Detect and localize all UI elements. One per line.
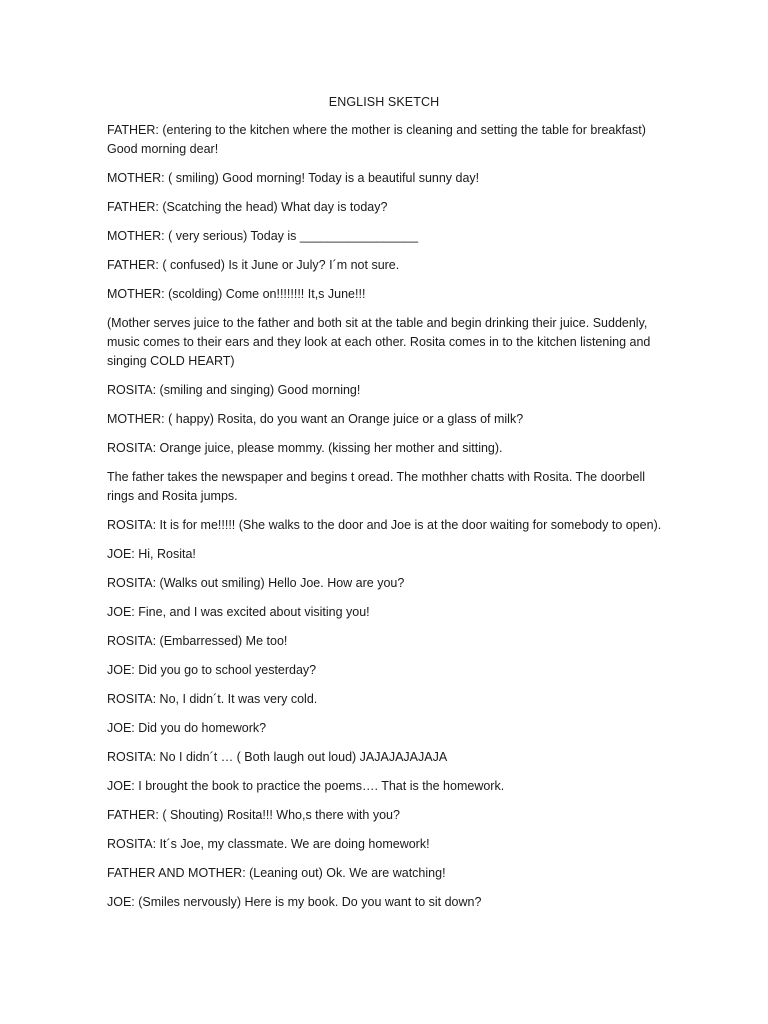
paragraph: JOE: Did you do homework?	[107, 721, 267, 735]
paragraph: ROSITA: It´s Joe, my classmate. We are doing homework!	[107, 837, 430, 851]
paragraph: ROSITA: It is for me!!!!! (She walks to the door and Joe is at the door waiting for somebody to open).	[107, 518, 662, 532]
paragraph: FATHER AND MOTHER: (Leaning out) Ok. We are watching!	[107, 866, 446, 880]
paragraph: (Mother serves juice to the father and both sit at the table and begin drinking their juice. Suddenly, music comes to their ears and they look at each other. Rosita comes in to the kitchen listening and singing COLD HEART)	[107, 316, 654, 368]
document-body	[107, 121, 667, 922]
paragraph: ROSITA: (smiling and singing) Good morning!	[107, 383, 361, 397]
paragraph: MOTHER: (scolding) Come on!!!!!!!! It,s June!!!	[107, 287, 366, 301]
paragraph: JOE: Hi, Rosita!	[107, 547, 196, 561]
paragraph: JOE: Fine, and I was excited about visiting you!	[107, 605, 370, 619]
paragraph: JOE: I brought the book to practice the poems…. That is the homework.	[107, 779, 505, 793]
paragraph: FATHER: (Scatching the head) What day is today?	[107, 200, 388, 214]
paragraph: MOTHER: ( very serious) Today is _________________	[107, 229, 419, 243]
paragraph: ROSITA: Orange juice, please mommy. (kissing her mother and sitting).	[107, 441, 503, 455]
paragraph: FATHER: (entering to the kitchen where the mother is cleaning and setting the table for breakfast) Good morning dear!	[107, 123, 650, 156]
paragraph: MOTHER: ( smiling) Good morning! Today is a beautiful sunny day!	[107, 171, 480, 185]
paragraph: ROSITA: No I didn´t … ( Both laugh out loud) JAJAJAJAJAJA	[107, 750, 448, 764]
paragraph: ROSITA: (Embarressed) Me too!	[107, 634, 288, 648]
paragraph: JOE: Did you go to school yesterday?	[107, 663, 317, 677]
document-title: ENGLISH SKETCH	[328, 95, 440, 109]
paragraph: FATHER: ( Shouting) Rosita!!! Who,s there with you?	[107, 808, 400, 822]
paragraph: FATHER: ( confused) Is it June or July? I´m not sure.	[107, 258, 400, 272]
paragraph: MOTHER: ( happy) Rosita, do you want an Orange juice or a glass of milk?	[107, 412, 524, 426]
paragraph: The father takes the newspaper and begins t oread. The mothher chatts with Rosita. The doorbell rings and Rosita jumps.	[107, 470, 649, 503]
paragraph: ROSITA: (Walks out smiling) Hello Joe. How are you?	[107, 576, 405, 590]
paragraph: ROSITA: No, I didn´t. It was very cold.	[107, 692, 318, 706]
paragraph: JOE: (Smiles nervously) Here is my book. Do you want to sit down?	[107, 895, 482, 909]
